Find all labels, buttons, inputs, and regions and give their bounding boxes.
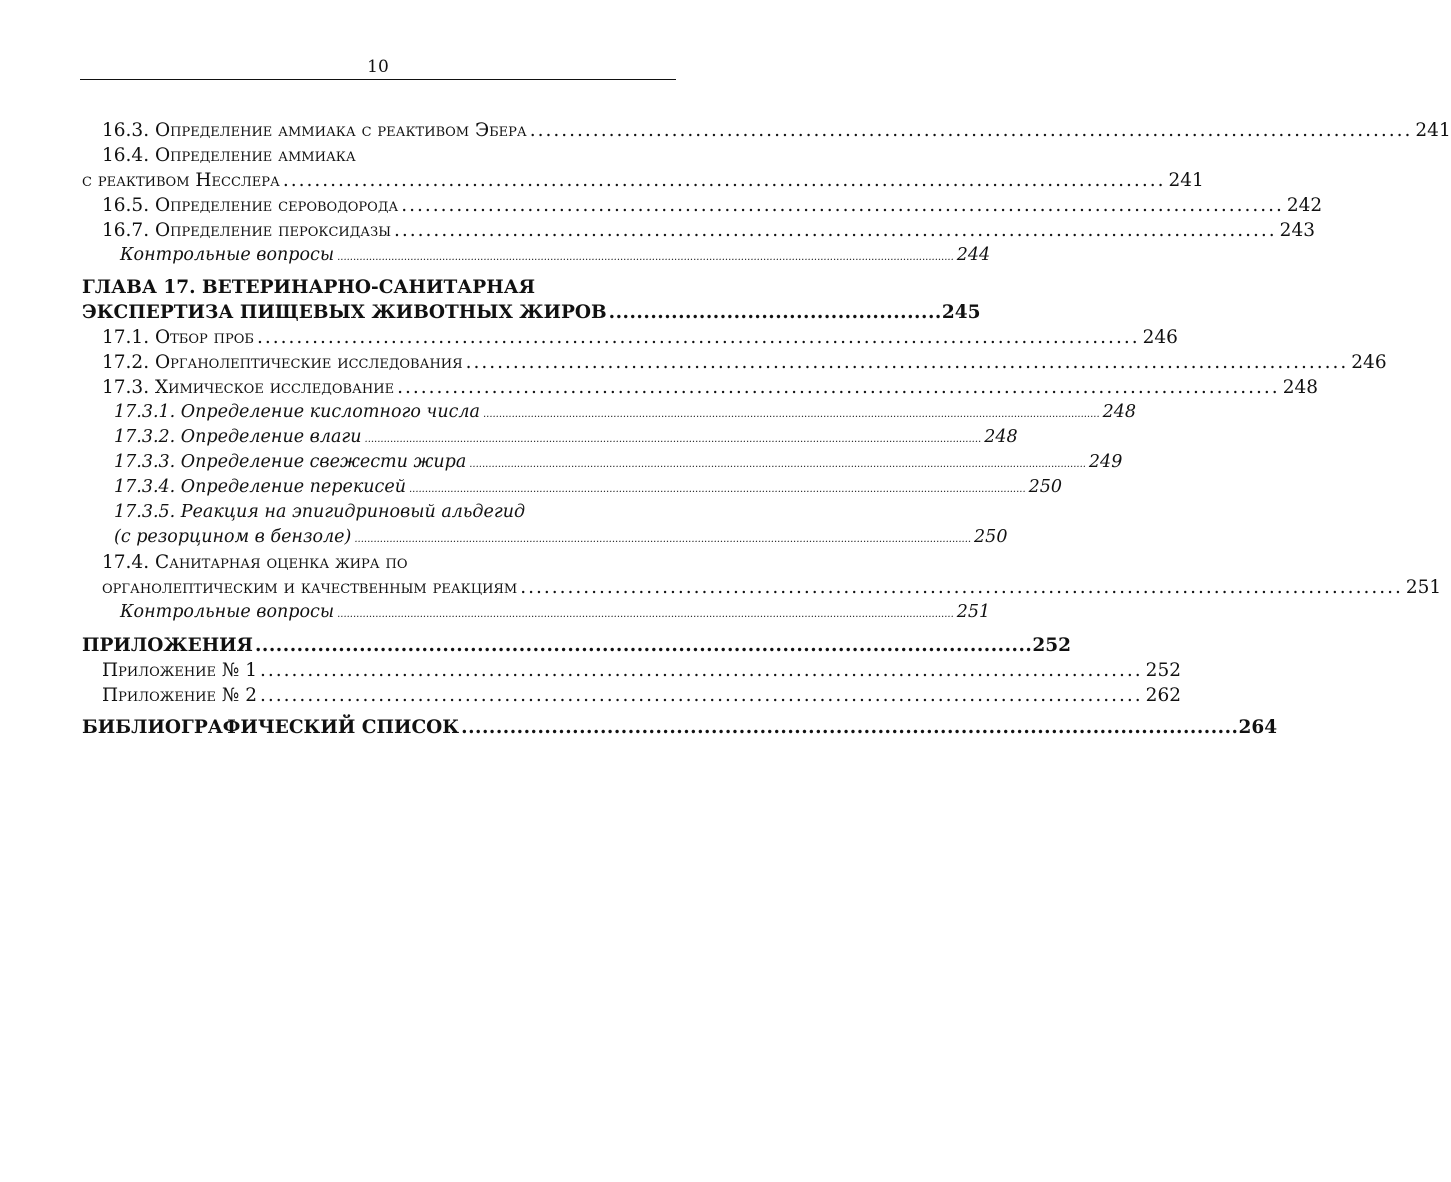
chapter-heading-continuation (82, 300, 981, 325)
entry-title: Определение аммиака (154, 145, 356, 166)
leader-dots: ................................................................................................................ (401, 195, 1284, 216)
entry-number: 16.7. (102, 220, 150, 241)
subentry-page: 250 (1028, 477, 1063, 497)
entry-title: Контрольные вопросы (120, 602, 335, 622)
subentry-title: 17.3.1. Определение кислотного числа (114, 402, 480, 422)
leader-dots: ................................................ (608, 302, 942, 323)
subentry-page: 249 (1088, 452, 1123, 472)
leader-dots: ................................................................................................................ (282, 170, 1166, 191)
leader-dots: ................................................................................................................ (260, 660, 1143, 681)
toc-entry-continuation (82, 168, 1204, 193)
subentry-page: 248 (984, 427, 1018, 447)
toc-entry-questions (82, 243, 991, 268)
subentry-title: 17.3.5. Реакция на эпигидриновый альдегид (114, 502, 526, 522)
leader-dots: ................................................................................................................ (254, 635, 1033, 656)
toc-subentry-continuation (82, 525, 1008, 550)
entry-page: 252 (1145, 660, 1181, 681)
leader-dots: .................................................................................................................................................................................................. (337, 252, 954, 263)
header-rule (80, 79, 676, 80)
toc-entry (82, 350, 1387, 375)
entry-title: Контрольные вопросы (120, 245, 335, 265)
leader-dots: .................................................................................................................................................................................................. (337, 609, 954, 620)
entry-number: 17.2. (102, 352, 150, 373)
leader-dots: ................................................................................................................ (520, 577, 1403, 598)
entry-title: с реактивом Несслера (82, 170, 280, 191)
entry-number: 16.3. (102, 120, 150, 141)
leader-dots: ................................................................................................................ (461, 717, 1239, 738)
subentry-title: 17.3.4. Определение перекисей (114, 477, 406, 497)
entry-page: 243 (1279, 220, 1315, 241)
entry-page: 262 (1145, 685, 1181, 706)
entry-page: 241 (1168, 170, 1204, 191)
subentry-page: 248 (1102, 402, 1137, 422)
section-title: ПРИЛОЖЕНИЯ (82, 635, 253, 656)
entry-number: 17.3. (102, 377, 150, 398)
entry-page: 251 (956, 602, 991, 622)
leader-dots: ................................................................................................................ (256, 327, 1140, 348)
subentry-page: 250 (974, 527, 1008, 547)
entry-page: 248 (1282, 377, 1319, 398)
leader-dots: ................................................................................................................ (260, 685, 1143, 706)
leader-dots: ................................................................................................................ (529, 120, 1413, 141)
entry-page: 251 (1405, 577, 1442, 598)
table-of-contents (82, 118, 1451, 740)
subentry-title: 17.3.3. Определение свежести жира (114, 452, 467, 472)
entry-title: Определение сероводорода (154, 195, 399, 216)
entry-number: 17.4. (102, 552, 150, 573)
entry-page: 242 (1286, 195, 1323, 216)
entry-title: Приложение № 1 (102, 660, 258, 681)
leader-dots: ................................................................................................................ (397, 377, 1280, 398)
chapter-page: 245 (941, 302, 981, 323)
leader-dots: ................................................................................................................ (394, 220, 1277, 241)
toc-subentry (82, 475, 1063, 500)
toc-entry-questions (82, 600, 991, 625)
entry-title: органолептическим и качественным реакциям (102, 577, 518, 598)
entry-page: 246 (1142, 327, 1178, 348)
toc-entry (82, 658, 1181, 683)
toc-subentry (82, 425, 1018, 450)
entry-page: 241 (1415, 120, 1451, 141)
section-title: БИБЛИОГРАФИЧЕСКИЙ СПИСОК (82, 717, 460, 738)
entry-number: 17.1. (102, 327, 150, 348)
leader-dots: .................................................................................................................................................................................................. (469, 459, 1086, 470)
bibliography-heading (82, 715, 1278, 740)
toc-entry (82, 193, 1323, 218)
toc-entry (82, 375, 1319, 400)
toc-subentry (82, 450, 1123, 475)
leader-dots: .................................................................................................................................................................................................. (482, 409, 1100, 420)
toc-entry (82, 325, 1178, 350)
chapter-title: ЭКСПЕРТИЗА ПИЩЕВЫХ ЖИВОТНЫХ ЖИРОВ (82, 302, 607, 323)
toc-entry (82, 118, 1451, 143)
entry-number: 16.4. (102, 145, 150, 166)
entry-number: 16.5. (102, 195, 150, 216)
leader-dots: .................................................................................................................................................................................................. (364, 434, 982, 445)
entry-title: Определение пероксидазы (154, 220, 392, 241)
page-number: 10 (367, 57, 389, 77)
toc-subentry (82, 400, 1137, 425)
leader-dots: .................................................................................................................................................................................................. (408, 484, 1026, 495)
entry-title: Химическое исследование (154, 377, 395, 398)
toc-entry (82, 683, 1181, 708)
entry-title: Отбор проб (154, 327, 254, 348)
chapter-title: ГЛАВА 17. ВЕТЕРИНАРНО-САНИТАРНАЯ (82, 277, 536, 298)
appendices-heading (82, 633, 1071, 658)
entry-page: 244 (956, 245, 991, 265)
entry-title: Определение аммиака с реактивом Эбера (154, 120, 527, 141)
entry-page: 246 (1351, 352, 1387, 373)
section-page: 264 (1238, 717, 1278, 738)
toc-subentry (82, 500, 672, 525)
toc-entry (82, 550, 672, 575)
leader-dots: .................................................................................................................................................................................................. (354, 534, 972, 545)
toc-entry (82, 218, 1315, 243)
section-page: 252 (1032, 635, 1071, 656)
entry-title: Приложение № 2 (102, 685, 258, 706)
toc-entry-continuation (82, 575, 1442, 600)
subentry-title: (с резорцином в бензоле) (114, 527, 352, 547)
leader-dots: ................................................................................................................ (465, 352, 1349, 373)
entry-title: Санитарная оценка жира по (154, 552, 408, 573)
chapter-heading (82, 275, 672, 300)
entry-title: Органолептические исследования (154, 352, 463, 373)
subentry-title: 17.3.2. Определение влаги (114, 427, 362, 447)
toc-entry (82, 143, 672, 168)
